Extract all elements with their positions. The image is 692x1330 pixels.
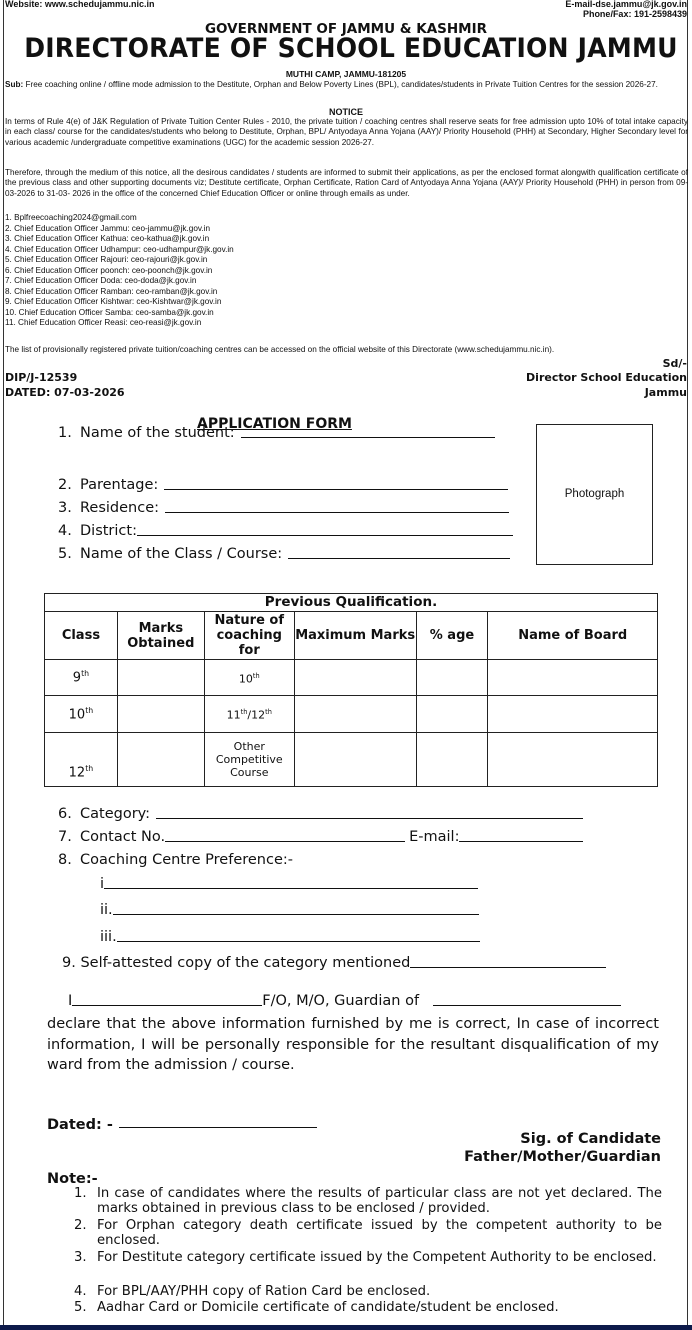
field-label: Residence: — [80, 500, 160, 516]
column-header-coaching-for: Nature of coaching for — [204, 612, 294, 660]
board-name-cell[interactable] — [488, 696, 658, 733]
form-title: APPLICATION FORM — [197, 416, 352, 432]
class-course-input[interactable] — [288, 557, 510, 559]
email-label: E-mail: — [409, 829, 460, 845]
notice-closing: The list of provisionally registered private tuition/coaching centres can be accessed on the official website of this Directorate (www.schedujammu.nic.in). — [5, 345, 555, 354]
student-name-input[interactable] — [241, 436, 495, 438]
coaching-for-cell: 11th/12th — [204, 696, 294, 733]
preference-3[interactable] — [100, 929, 480, 945]
note-item: 2. For Orphan category death certificate issued by the competent authority to be enclosed. — [74, 1218, 662, 1248]
dated-input[interactable] — [119, 1126, 317, 1128]
dated-label: Dated: - — [47, 1117, 113, 1133]
field-number: 8. — [58, 852, 72, 868]
table-row — [45, 660, 658, 696]
column-header-marks-obtained: Marks Obtained — [117, 612, 204, 660]
preference-2[interactable] — [100, 902, 479, 918]
field-number: 4. — [58, 523, 72, 539]
field-number: 5. — [58, 546, 72, 562]
field-number: 7. — [58, 829, 72, 845]
signatory-place: Jammu — [644, 386, 687, 399]
preference-number: ii. — [100, 902, 113, 918]
bottom-bar — [0, 1325, 692, 1330]
percentage-cell[interactable] — [416, 696, 488, 733]
email-list-item: 3. Chief Education Officer Kathua: ceo-kathua@jk.gov.in — [5, 234, 210, 243]
category-input[interactable] — [156, 817, 583, 819]
field-student-name[interactable] — [58, 425, 495, 441]
residence-input[interactable] — [165, 511, 509, 513]
field-number: 6. — [58, 806, 72, 822]
field-number: 1. — [58, 425, 72, 441]
email-list-item: 10. Chief Education Officer Samba: ceo-samba@jk.gov.in — [5, 307, 214, 317]
header-email: E-mail-dse.jammu@jk.gov.in — [565, 0, 687, 9]
declarant-name-input[interactable] — [72, 1004, 262, 1006]
subject-text: Free coaching online / offline mode admission to the Destitute, Orphan and Below Poverty Lines (BPL), candidates/students in Private Tuition Centres for the session 2026-27. — [25, 80, 658, 89]
government-heading: GOVERNMENT OF JAMMU & KASHMIR — [204, 21, 488, 37]
reference-number: DIP/J-12539 — [5, 371, 78, 384]
field-label: Category: — [80, 806, 151, 822]
maximum-marks-cell[interactable] — [294, 660, 416, 696]
email-list-item: 7. Chief Education Officer Doda: ceo-doda@jk.gov.in — [5, 276, 197, 285]
column-header-maximum-marks: Maximum Marks — [294, 612, 416, 660]
dated-field[interactable] — [47, 1117, 317, 1133]
class-cell: 12th — [45, 733, 118, 787]
column-header-board: Name of Board — [488, 612, 658, 660]
field-label: Name of the student: — [80, 425, 235, 441]
class-cell: 10th — [45, 696, 118, 733]
subject-line — [5, 80, 688, 90]
header-phone: Phone/Fax: 191-2598439 — [582, 9, 687, 19]
email-list-item: 9. Chief Education Officer Kishtwar: ceo-Kishtwar@jk.gov.in — [5, 297, 222, 306]
declaration-first-line[interactable] — [68, 993, 621, 1009]
board-name-cell[interactable] — [488, 660, 658, 696]
preference-2-input[interactable] — [113, 913, 479, 915]
table-caption: Previous Qualification. — [45, 594, 658, 612]
notice-paragraph-2: Therefore, through the medium of this notice, all the desirous candidates / students are informed to submit their applications, as per the enclosed format alongwith qualification certificate of the previous class and other supporting documents viz; Destitute certificate, Orphan Certificate, Ration Card of Antyodaya Anna Yojana (AAY)/ Priority Household (PHH) in person from 09-03-2026 to 31-03- 2026 in the office of the concerned Chief Education Officer or online through emails as under. — [5, 168, 688, 198]
field-label: Contact No. — [80, 829, 166, 845]
notice-date: DATED: 07-03-2026 — [5, 386, 125, 399]
preference-number: iii. — [100, 929, 117, 945]
field-parentage[interactable] — [58, 477, 508, 493]
previous-qualification-table — [44, 593, 658, 787]
sd-mark: Sd/- — [662, 357, 687, 370]
email-list-item: 1. Bplfreecoaching2024@gmail.com — [5, 213, 137, 222]
field-coaching-preference — [58, 852, 293, 868]
maximum-marks-cell[interactable] — [294, 696, 416, 733]
field-label: Parentage: — [80, 477, 159, 493]
percentage-cell[interactable] — [416, 733, 488, 787]
declaration-text: declare that the above information furnished by me is correct, In case of incorrect information, I will be personally responsible for the resultant disqualification of my ward from the admission / course. — [47, 1016, 659, 1073]
declaration-i: I — [68, 993, 73, 1009]
photograph-box — [536, 424, 653, 565]
directorate-title: DIRECTORATE OF SCHOOL EDUCATION JAMMU — [24, 33, 678, 64]
field-label: Coaching Centre Preference:- — [80, 852, 294, 868]
parentage-input[interactable] — [164, 488, 508, 490]
email-input[interactable] — [459, 840, 583, 842]
notice-paragraph-1: In terms of Rule 4(e) of J&K Regulation of Private Tuition Center Rules - 2010, the private tuition / coaching centres shall reserve seats for free admission upto 10% of total intake capacity in each class/ course for the candidates/students who belong to Destitute, Orphan, BPL/ Antyodaya Anna Yojana (AAY)/ Priority Household (PHH) at Secondary, Higher Secondary level for various academic /undergraduate competitive examinations (UGC) for the academic session 2026-27. — [5, 117, 688, 147]
percentage-cell[interactable] — [416, 660, 488, 696]
district-input[interactable] — [137, 534, 513, 536]
email-list-item: 6. Chief Education Officer poonch: ceo-poonch@jk.gov.in — [5, 265, 213, 275]
preference-1-input[interactable] — [104, 887, 478, 889]
board-name-cell[interactable] — [488, 733, 658, 787]
field-residence[interactable] — [58, 500, 509, 516]
class-cell: 9th — [45, 660, 118, 696]
signature-candidate: Sig. of Candidate — [520, 1131, 661, 1147]
email-list-item: 11. Chief Education Officer Reasi: ceo-reasi@jk.gov.in — [5, 318, 202, 327]
field-district[interactable] — [58, 523, 513, 539]
note-item: 5. Aadhar Card or Domicile certificate of candidate/student be enclosed. — [74, 1300, 559, 1315]
notice-title: NOTICE — [328, 107, 363, 117]
maximum-marks-cell[interactable] — [294, 733, 416, 787]
column-header-class: Class — [45, 612, 118, 660]
note-item: 3. For Destitute category certificate issued by the Competent Authority to be enclosed. — [74, 1250, 657, 1265]
field-contact[interactable] — [58, 829, 583, 845]
email-list-item: 5. Chief Education Officer Rajouri: ceo-rajouri@jk.gov.in — [5, 255, 208, 264]
field-number: 2. — [58, 477, 72, 493]
note-item: 4. For BPL/AAY/PHH copy of Ration Card be enclosed. — [74, 1284, 431, 1299]
coaching-for-cell: 10th — [204, 660, 294, 696]
table-row — [45, 696, 658, 733]
email-list-item: 4. Chief Education Officer Udhampur: ceo-udhampur@jk.gov.in — [5, 244, 234, 254]
signatory-title: Director School Education — [526, 371, 687, 384]
table-row — [45, 733, 658, 787]
field-label: District: — [80, 523, 137, 539]
email-list-item: 8. Chief Education Officer Ramban: ceo-ramban@jk.gov.in — [5, 286, 218, 296]
coaching-for-cell: Other Competitive Course — [204, 733, 294, 787]
photograph-label: Photograph — [564, 488, 625, 500]
field-label: Name of the Class / Course: — [80, 546, 283, 562]
marks-obtained-cell[interactable] — [117, 733, 204, 787]
ward-name-input[interactable] — [433, 1004, 621, 1006]
marks-obtained-cell[interactable] — [117, 660, 204, 696]
field-class-course[interactable] — [58, 546, 510, 562]
signature-guardian: Father/Mother/Guardian — [464, 1149, 661, 1165]
note-item: 1. In case of candidates where the results of particular class are not yet declared. The marks obtained in previous class to be enclosed / provided. — [74, 1186, 662, 1216]
field-category[interactable] — [58, 806, 583, 822]
contact-number-input[interactable] — [165, 840, 405, 842]
website-text: Website: www.schedujammu.nic.in — [5, 0, 155, 9]
note-title: Note:- — [47, 1171, 98, 1187]
address-line: MUTHI CAMP, JAMMU-181205 — [285, 69, 407, 79]
field-label: 9. Self-attested copy of the category mentioned — [62, 955, 411, 971]
declaration-relation: F/O, M/O, Guardian of — [262, 993, 420, 1009]
subject-label: Sub: — [5, 80, 24, 89]
preference-3-input[interactable] — [117, 940, 480, 942]
column-header-percentage: % age — [416, 612, 488, 660]
field-self-attested[interactable] — [62, 955, 606, 971]
email-list-item: 2. Chief Education Officer Jammu: ceo-jammu@jk.gov.in — [5, 223, 211, 233]
self-attested-input[interactable] — [410, 966, 606, 968]
field-number: 3. — [58, 500, 72, 516]
marks-obtained-cell[interactable] — [117, 696, 204, 733]
preference-1[interactable] — [100, 876, 478, 892]
preference-number: i — [100, 876, 105, 892]
